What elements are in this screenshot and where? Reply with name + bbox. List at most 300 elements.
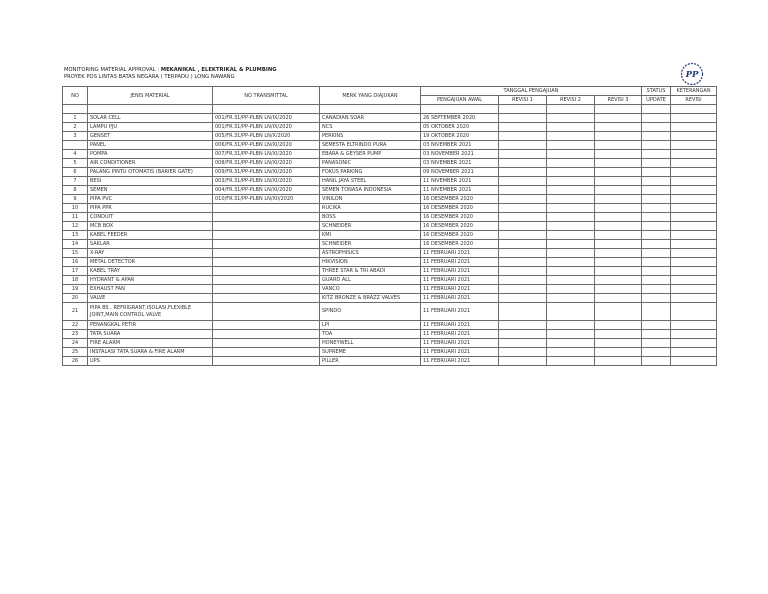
table-row <box>63 330 717 339</box>
row-merk: VINILON <box>320 195 421 204</box>
row-keterangan <box>671 213 717 222</box>
row-keterangan <box>671 249 717 258</box>
row-revisi2 <box>547 222 595 231</box>
row-revisi1 <box>499 114 547 123</box>
table-row <box>63 123 717 132</box>
row-keterangan <box>671 267 717 276</box>
row-no: 2 <box>63 123 88 132</box>
row-revisi2 <box>547 195 595 204</box>
row-keterangan <box>671 186 717 195</box>
row-transmittal <box>213 258 320 267</box>
row-keterangan <box>671 303 717 321</box>
row-transmittal <box>213 285 320 294</box>
row-no: 5 <box>63 159 88 168</box>
row-revisi3 <box>595 123 642 132</box>
row-merk: HONEYWELL <box>320 339 421 348</box>
col-material-header: JENIS MATERIAL <box>88 87 213 105</box>
row-revisi2 <box>547 267 595 276</box>
row-revisi1 <box>499 330 547 339</box>
row-transmittal <box>213 204 320 213</box>
row-revisi1 <box>499 303 547 321</box>
row-merk: BOSS <box>320 213 421 222</box>
row-material: UPS <box>88 357 213 366</box>
row-material: AIR CONDITIONER <box>88 159 213 168</box>
col-keterangan-header: KETERANGAN <box>671 87 717 96</box>
row-merk: KMI <box>320 231 421 240</box>
row-pengajuan-awal: 19 OKTOBER 2020 <box>421 132 499 141</box>
row-revisi1 <box>499 231 547 240</box>
row-pengajuan-awal: 11 NIVEMBER 2021 <box>421 186 499 195</box>
row-no: 7 <box>63 177 88 186</box>
project-name: PROYEK POS LINTAS BATAS NEGARA ( TERPADU ) LONG NAWANG <box>64 74 235 80</box>
col-transmittal-header: NO TRANSMITTAL <box>213 87 320 105</box>
row-material: EXHAUST FAN <box>88 285 213 294</box>
table-row <box>63 294 717 303</box>
row-keterangan <box>671 330 717 339</box>
row-transmittal: 001/FR.31/PP-PLBN LN/IX/2020 <box>213 123 320 132</box>
row-pengajuan-awal: 11 FEBRUARI 2021 <box>421 330 499 339</box>
row-keterangan <box>671 285 717 294</box>
row-no: 8 <box>63 186 88 195</box>
row-status <box>642 177 671 186</box>
row-pengajuan-awal: 03 NIVEMBER 2021 <box>421 159 499 168</box>
row-revisi1 <box>499 168 547 177</box>
row-merk: ASTROPHISICS <box>320 249 421 258</box>
row-status <box>642 213 671 222</box>
row-transmittal <box>213 249 320 258</box>
row-transmittal <box>213 321 320 330</box>
row-no <box>63 141 88 150</box>
row-revisi2 <box>547 159 595 168</box>
row-merk: FOKUS PARKING <box>320 168 421 177</box>
row-revisi3 <box>595 258 642 267</box>
row-transmittal <box>213 357 320 366</box>
row-revisi2 <box>547 339 595 348</box>
row-material: HYDRANT & APAR <box>88 276 213 285</box>
row-pengajuan-awal: 09 NOVEMBER 2021 <box>421 168 499 177</box>
title-scope: MEKANIKAL , ELEKTRIKAL & PLUMBING <box>160 67 277 73</box>
row-revisi2 <box>547 321 595 330</box>
row-status <box>642 222 671 231</box>
table-row <box>63 213 717 222</box>
row-keterangan <box>671 222 717 231</box>
row-status <box>642 150 671 159</box>
row-status <box>642 348 671 357</box>
table-row <box>63 267 717 276</box>
row-transmittal: 005/FR.31/PP-PLBN LN/X/2020 <box>213 132 320 141</box>
row-keterangan <box>671 132 717 141</box>
row-pengajuan-awal: 11 FEBRUARI 2021 <box>421 348 499 357</box>
row-transmittal: 001/FR.31/PP-PLBN LN/IX/2020 <box>213 114 320 123</box>
row-merk: TOA <box>320 330 421 339</box>
title-prefix: MONITORING MATERIAL APPROVAL : <box>64 67 161 73</box>
row-merk: SEMEN TONASA INDONESIA <box>320 186 421 195</box>
row-transmittal: 010/FR.31/PP-PLBN LN/XII/2020 <box>213 195 320 204</box>
row-revisi2 <box>547 231 595 240</box>
col-revisi1-header: REVISI 1 <box>499 96 547 105</box>
row-revisi1 <box>499 141 547 150</box>
row-keterangan <box>671 204 717 213</box>
row-status <box>642 321 671 330</box>
table-row <box>63 258 717 267</box>
row-merk: CANADIAN SOAR <box>320 114 421 123</box>
row-pengajuan-awal: 11 FEBRUARI 2021 <box>421 249 499 258</box>
row-transmittal: 009/FR.31/PP-PLBN LN/XI/2020 <box>213 168 320 177</box>
row-material: POMPA <box>88 150 213 159</box>
row-material: BESI <box>88 177 213 186</box>
row-revisi3 <box>595 303 642 321</box>
row-revisi2 <box>547 258 595 267</box>
row-keterangan <box>671 177 717 186</box>
row-revisi2 <box>547 330 595 339</box>
row-material: SEMEN <box>88 186 213 195</box>
row-revisi1 <box>499 267 547 276</box>
row-revisi1 <box>499 276 547 285</box>
col-update-header: UPDATE <box>642 96 671 105</box>
row-material: PENANGKAL PETIR <box>88 321 213 330</box>
col-revisi-header: REVISI <box>671 96 717 105</box>
row-revisi2 <box>547 213 595 222</box>
row-revisi3 <box>595 195 642 204</box>
table-row <box>63 168 717 177</box>
row-revisi3 <box>595 348 642 357</box>
row-status <box>642 168 671 177</box>
row-revisi2 <box>547 249 595 258</box>
row-status <box>642 186 671 195</box>
table-row <box>63 222 717 231</box>
row-merk: SPINDO <box>320 303 421 321</box>
row-no: 15 <box>63 249 88 258</box>
row-material: TATA SUARA <box>88 330 213 339</box>
table-row <box>63 186 717 195</box>
row-pengajuan-awal: 16 DESEMBER 2020 <box>421 231 499 240</box>
table-row <box>63 339 717 348</box>
col-tanggal-group-header: TANGGAL PENGAJUAN <box>421 87 642 96</box>
row-status <box>642 267 671 276</box>
row-no: 18 <box>63 276 88 285</box>
row-transmittal <box>213 267 320 276</box>
row-transmittal <box>213 348 320 357</box>
row-no: 21 <box>63 303 88 321</box>
row-revisi3 <box>595 168 642 177</box>
col-status-header: STATUS <box>642 87 671 96</box>
row-merk: PANASONIC <box>320 159 421 168</box>
row-revisi1 <box>499 285 547 294</box>
row-no: 3 <box>63 132 88 141</box>
row-revisi3 <box>595 231 642 240</box>
row-status <box>642 240 671 249</box>
row-no: 23 <box>63 330 88 339</box>
row-no: 20 <box>63 294 88 303</box>
table-row <box>63 132 717 141</box>
row-revisi1 <box>499 240 547 249</box>
row-merk: LPI <box>320 321 421 330</box>
row-merk: VANCO <box>320 285 421 294</box>
row-revisi3 <box>595 339 642 348</box>
row-revisi1 <box>499 204 547 213</box>
row-revisi3 <box>595 150 642 159</box>
row-merk: SUPREME <box>320 348 421 357</box>
row-status <box>642 276 671 285</box>
row-keterangan <box>671 195 717 204</box>
table-row <box>63 285 717 294</box>
row-material: METAL DETECTOR <box>88 258 213 267</box>
row-revisi3 <box>595 294 642 303</box>
row-revisi3 <box>595 321 642 330</box>
row-status <box>642 330 671 339</box>
row-transmittal <box>213 240 320 249</box>
row-revisi3 <box>595 267 642 276</box>
row-pengajuan-awal: 16 DESEMBER 2020 <box>421 222 499 231</box>
row-status <box>642 294 671 303</box>
row-revisi1 <box>499 339 547 348</box>
row-revisi1 <box>499 321 547 330</box>
row-no: 14 <box>63 240 88 249</box>
row-keterangan <box>671 114 717 123</box>
row-transmittal <box>213 294 320 303</box>
row-revisi1 <box>499 222 547 231</box>
table-body <box>63 105 717 366</box>
table-row <box>63 204 717 213</box>
row-revisi1 <box>499 132 547 141</box>
table-row <box>63 177 717 186</box>
row-status <box>642 357 671 366</box>
row-revisi2 <box>547 204 595 213</box>
row-no: 19 <box>63 285 88 294</box>
row-status <box>642 114 671 123</box>
row-pengajuan-awal: 11 FEBRUARI 2021 <box>421 357 499 366</box>
spacer-row <box>63 105 717 114</box>
row-keterangan <box>671 168 717 177</box>
row-keterangan <box>671 357 717 366</box>
row-revisi2 <box>547 132 595 141</box>
row-keterangan <box>671 231 717 240</box>
row-transmittal <box>213 276 320 285</box>
row-revisi3 <box>595 177 642 186</box>
row-material: INSTALASI TATA SUARA & FIRE ALARM <box>88 348 213 357</box>
row-transmittal: 004/FR.31/PP-PLBN LN/XI/2020 <box>213 186 320 195</box>
row-pengajuan-awal: 11 FEBRUARI 2021 <box>421 258 499 267</box>
report-title <box>64 67 277 73</box>
row-status <box>642 285 671 294</box>
row-material: KABEL TRAY <box>88 267 213 276</box>
row-merk: THREE STAR & TRI ABADI <box>320 267 421 276</box>
row-revisi3 <box>595 285 642 294</box>
table-row <box>63 159 717 168</box>
row-status <box>642 339 671 348</box>
row-merk: PILLER <box>320 357 421 366</box>
row-material: LAMPU PJU <box>88 123 213 132</box>
row-revisi3 <box>595 249 642 258</box>
row-no: 16 <box>63 258 88 267</box>
row-status <box>642 204 671 213</box>
row-keterangan <box>671 258 717 267</box>
row-transmittal <box>213 330 320 339</box>
row-status <box>642 159 671 168</box>
row-pengajuan-awal: 11 FEBRUARI 2021 <box>421 303 499 321</box>
row-revisi2 <box>547 168 595 177</box>
row-pengajuan-awal: 11 FEBRUARI 2021 <box>421 267 499 276</box>
row-merk: PERKINS <box>320 132 421 141</box>
row-revisi3 <box>595 114 642 123</box>
row-pengajuan-awal: 16 DESEMBER 2020 <box>421 213 499 222</box>
table-row <box>63 357 717 366</box>
row-revisi1 <box>499 294 547 303</box>
row-revisi3 <box>595 132 642 141</box>
row-revisi1 <box>499 123 547 132</box>
row-material: PALANG PINTU OTOMATIS (BARIER GATE) <box>88 168 213 177</box>
col-no-header: NO <box>63 87 88 105</box>
col-revisi3-header: REVISI 3 <box>595 96 642 105</box>
table-row <box>63 276 717 285</box>
row-revisi1 <box>499 159 547 168</box>
row-revisi2 <box>547 276 595 285</box>
row-pengajuan-awal: 11 NIVEMBER 2021 <box>421 177 499 186</box>
row-no: 11 <box>63 213 88 222</box>
row-revisi1 <box>499 150 547 159</box>
row-transmittal: 006/FR.31/PP-PLBN LN/XI/2020 <box>213 141 320 150</box>
row-status <box>642 258 671 267</box>
row-transmittal: 008/FR.31/PP-PLBN LN/XI/2020 <box>213 159 320 168</box>
row-no: 13 <box>63 231 88 240</box>
row-pengajuan-awal: 16 DESEMBER 2020 <box>421 240 499 249</box>
row-revisi2 <box>547 123 595 132</box>
row-material: PANEL <box>88 141 213 150</box>
table-row <box>63 231 717 240</box>
row-material: KABEL FEEDER <box>88 231 213 240</box>
row-no: 1 <box>63 114 88 123</box>
row-material: X-RAY <box>88 249 213 258</box>
row-revisi1 <box>499 348 547 357</box>
row-keterangan <box>671 321 717 330</box>
row-pengajuan-awal: 11 FEBRUARI 2021 <box>421 276 499 285</box>
row-material: GENSET <box>88 132 213 141</box>
row-no: 24 <box>63 339 88 348</box>
row-merk: KITZ BRONZE & BRAZZ VALVES <box>320 294 421 303</box>
row-no: 26 <box>63 357 88 366</box>
row-pengajuan-awal: 11 FEBRUARI 2021 <box>421 339 499 348</box>
row-transmittal: 007/FR.31/PP-PLBN LN/XI/2020 <box>213 150 320 159</box>
row-pengajuan-awal: 26 SEPTEMBER 2020 <box>421 114 499 123</box>
row-merk: HIKVISION <box>320 258 421 267</box>
row-merk: EBARA & GEYSER PUMP <box>320 150 421 159</box>
row-material: VALVE <box>88 294 213 303</box>
row-material: MCB BOX <box>88 222 213 231</box>
row-no: 10 <box>63 204 88 213</box>
row-status <box>642 141 671 150</box>
row-revisi3 <box>595 240 642 249</box>
row-revisi3 <box>595 222 642 231</box>
company-logo-icon <box>680 62 704 86</box>
row-merk: SCHNEIDER <box>320 222 421 231</box>
row-revisi1 <box>499 249 547 258</box>
table-row <box>63 348 717 357</box>
row-no: 22 <box>63 321 88 330</box>
row-revisi2 <box>547 114 595 123</box>
row-material: SAKLAR <box>88 240 213 249</box>
row-keterangan <box>671 240 717 249</box>
row-revisi2 <box>547 240 595 249</box>
row-revisi2 <box>547 357 595 366</box>
row-revisi2 <box>547 177 595 186</box>
row-keterangan <box>671 276 717 285</box>
row-pengajuan-awal: 16 DESEMBER 2020 <box>421 204 499 213</box>
row-revisi1 <box>499 195 547 204</box>
row-revisi3 <box>595 186 642 195</box>
table-row <box>63 240 717 249</box>
col-merk-header: MERK YANG DIAJUKAN <box>320 87 421 105</box>
row-pengajuan-awal: 05 OKTOBER 2020 <box>421 123 499 132</box>
row-revisi2 <box>547 348 595 357</box>
row-transmittal <box>213 303 320 321</box>
row-transmittal: 003/FR.31/PP-PLBN LN/XI/2020 <box>213 177 320 186</box>
row-revisi2 <box>547 186 595 195</box>
row-revisi2 <box>547 303 595 321</box>
row-status <box>642 132 671 141</box>
material-approval-table <box>62 86 717 366</box>
row-pengajuan-awal: 03 NIVEMBER 2021 <box>421 141 499 150</box>
row-no: 6 <box>63 168 88 177</box>
row-revisi1 <box>499 186 547 195</box>
row-pengajuan-awal: 11 FEBRUARI 2021 <box>421 285 499 294</box>
table-row <box>63 150 717 159</box>
row-revisi1 <box>499 258 547 267</box>
row-revisi1 <box>499 357 547 366</box>
row-revisi1 <box>499 213 547 222</box>
row-pengajuan-awal: 11 FEBRUARI 2021 <box>421 321 499 330</box>
row-revisi3 <box>595 204 642 213</box>
row-no: 17 <box>63 267 88 276</box>
row-revisi2 <box>547 141 595 150</box>
row-revisi3 <box>595 330 642 339</box>
row-merk: GUARD ALL <box>320 276 421 285</box>
row-material: SOLAR CELL <box>88 114 213 123</box>
col-revisi2-header: REVISI 2 <box>547 96 595 105</box>
row-material: CONDUIT <box>88 213 213 222</box>
row-material: PIPA BS , REFRIGRANT,ISOLASI,FLEXIBLE JOINT,MAIN CONTROL VALVE <box>88 303 213 321</box>
row-revisi2 <box>547 294 595 303</box>
table-row <box>63 141 717 150</box>
row-keterangan <box>671 339 717 348</box>
row-revisi3 <box>595 141 642 150</box>
row-keterangan <box>671 141 717 150</box>
row-transmittal <box>213 339 320 348</box>
row-revisi3 <box>595 357 642 366</box>
row-material: PIPA PPR <box>88 204 213 213</box>
row-revisi3 <box>595 213 642 222</box>
row-merk: NCS <box>320 123 421 132</box>
row-status <box>642 231 671 240</box>
row-merk: SCHNEIDER <box>320 240 421 249</box>
row-merk: SEMESTA ELTRINDO PURA <box>320 141 421 150</box>
row-pengajuan-awal: 03 NOVEMBER 2021 <box>421 150 499 159</box>
row-revisi2 <box>547 285 595 294</box>
row-keterangan <box>671 159 717 168</box>
row-transmittal <box>213 231 320 240</box>
row-revisi2 <box>547 150 595 159</box>
row-material: PIPA PVC <box>88 195 213 204</box>
row-no: 9 <box>63 195 88 204</box>
table-row <box>63 303 717 321</box>
row-revisi1 <box>499 177 547 186</box>
row-no: 4 <box>63 150 88 159</box>
row-keterangan <box>671 123 717 132</box>
table-row <box>63 321 717 330</box>
row-status <box>642 303 671 321</box>
row-material: FIRE ALARM <box>88 339 213 348</box>
row-merk: HANIL JAYA STEEL <box>320 177 421 186</box>
row-no: 25 <box>63 348 88 357</box>
